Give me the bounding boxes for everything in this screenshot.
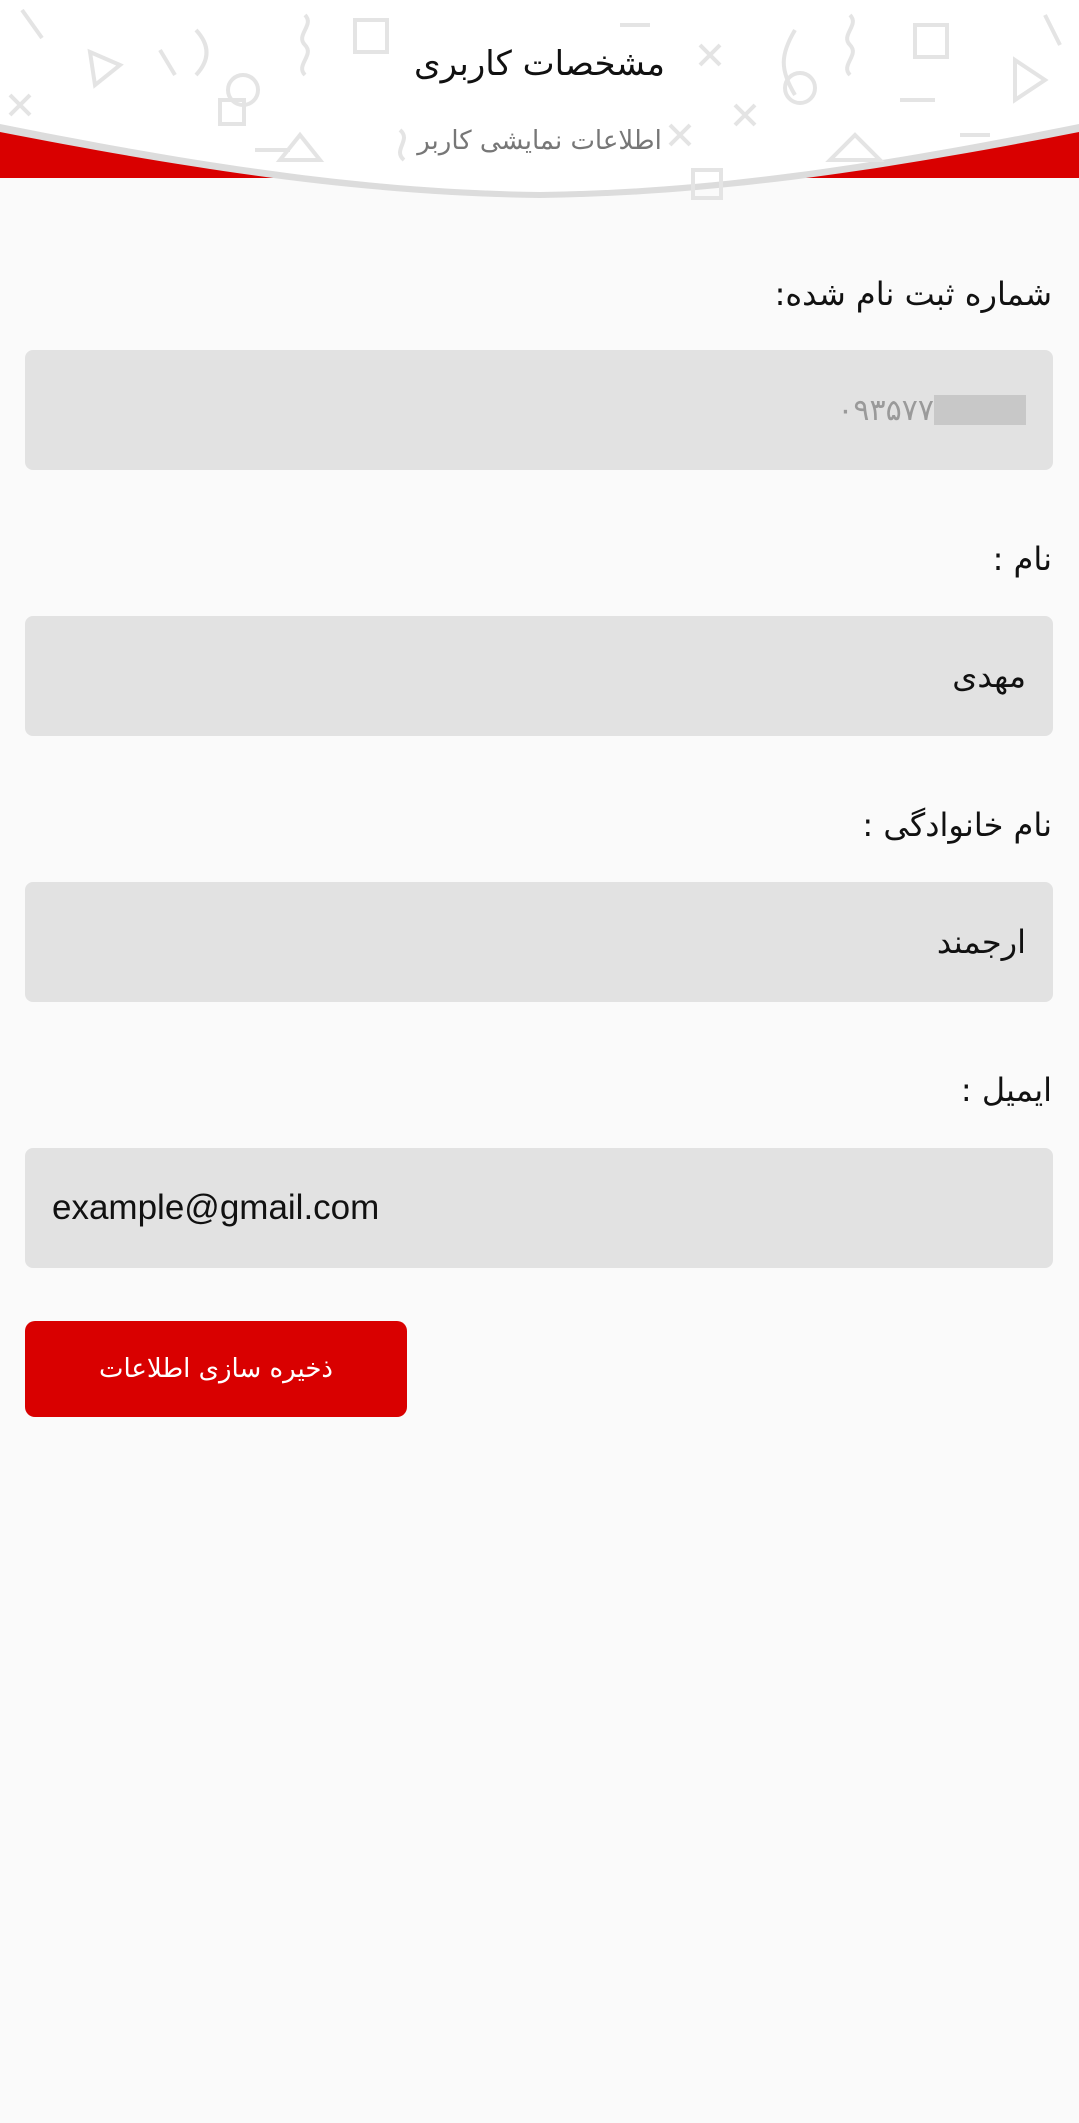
first-name-field[interactable] xyxy=(25,616,1053,736)
header xyxy=(0,0,1079,210)
last-name-value[interactable]: ارجمند xyxy=(936,923,1026,961)
first-name-label: نام : xyxy=(992,540,1052,578)
email-value[interactable]: example@gmail.com xyxy=(52,1188,380,1227)
phone-field xyxy=(25,350,1053,470)
phone-redaction xyxy=(934,395,1026,425)
phone-value-wrap xyxy=(837,350,1026,470)
last-name-label: نام خانوادگی : xyxy=(862,806,1052,844)
page-title: مشخصات کاربری xyxy=(414,44,665,84)
phone-label: شماره ثبت نام شده: xyxy=(774,275,1052,313)
page-subtitle: اطلاعات نمایشی کاربر xyxy=(417,126,662,156)
header-background xyxy=(0,0,1079,210)
email-field[interactable] xyxy=(25,1148,1053,1268)
last-name-field[interactable] xyxy=(25,882,1053,1002)
email-label: ایمیل : xyxy=(960,1071,1052,1109)
save-button[interactable]: ذخیره سازی اطلاعات xyxy=(25,1321,407,1417)
first-name-value[interactable]: مهدی xyxy=(952,657,1026,695)
phone-value: ۰۹۳۵۷۷ xyxy=(837,392,934,428)
